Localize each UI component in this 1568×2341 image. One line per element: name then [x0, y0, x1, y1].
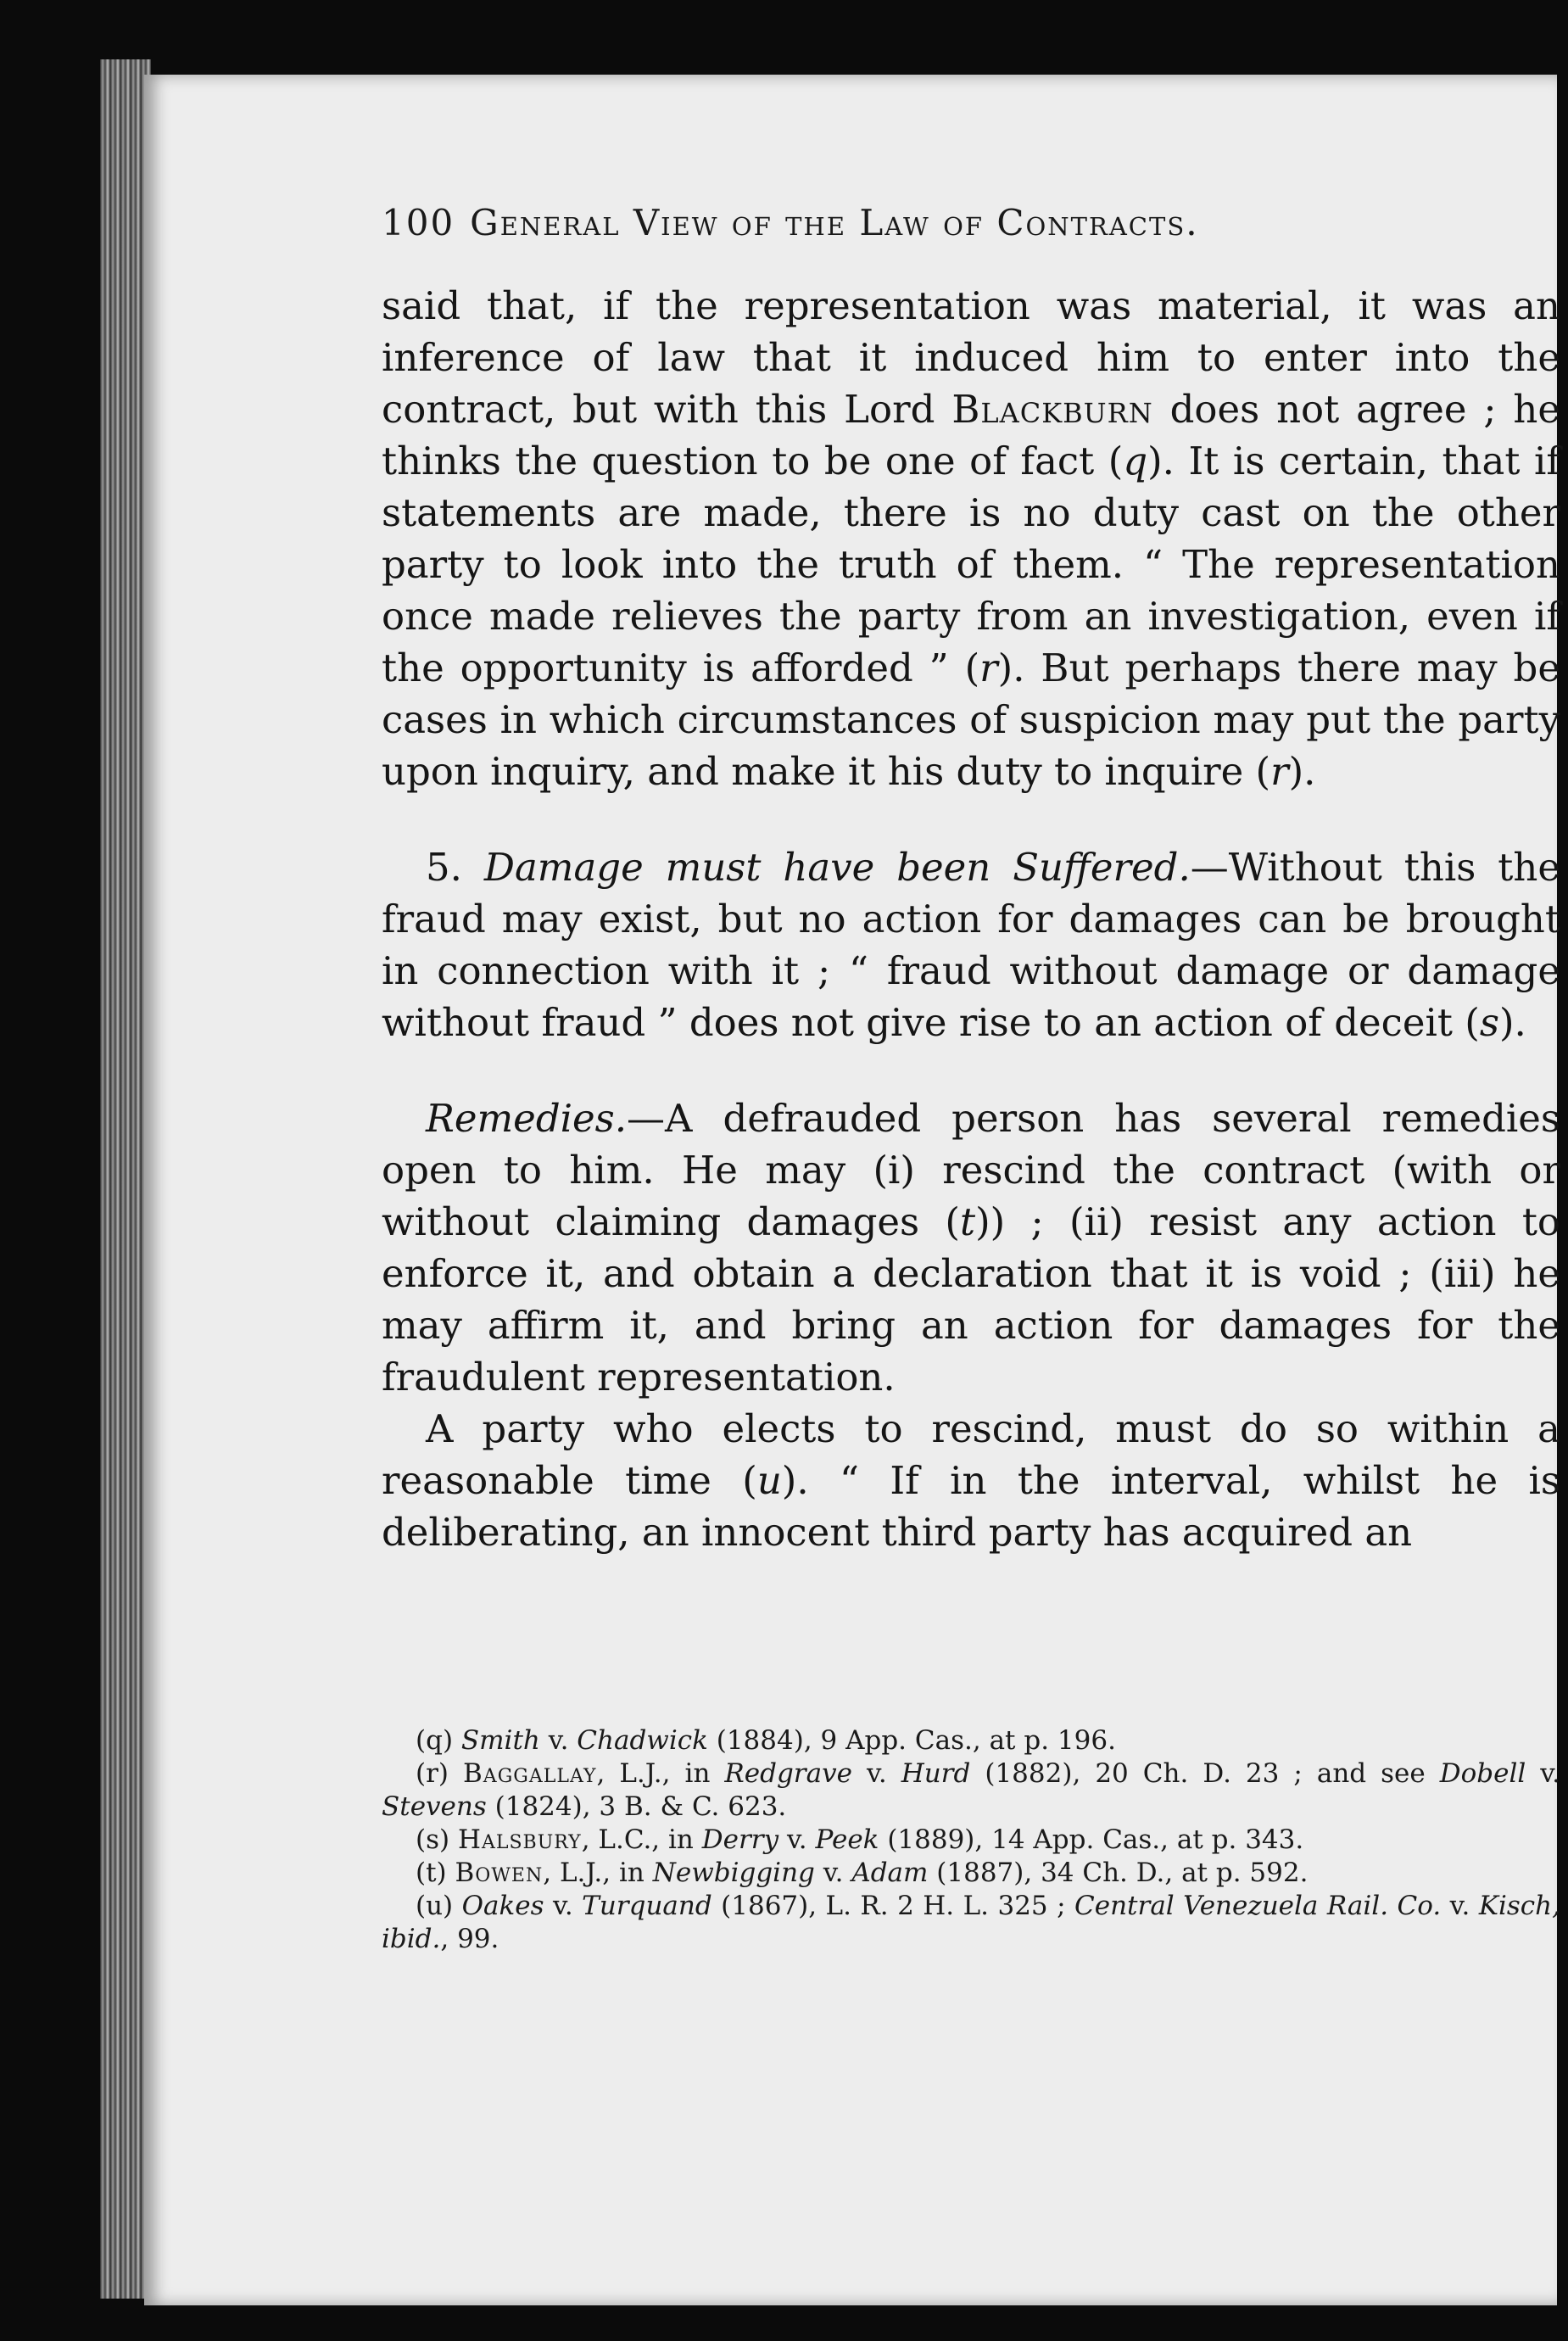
- paragraph-4: A party who elects to rescind, must do so within a reasonable time (u). “ If in the interval, whilst he is deliberating, an innocent third party has acquired an: [382, 1406, 1560, 1555]
- person-name: Blackburn: [951, 387, 1153, 432]
- book-spine: [100, 59, 151, 2299]
- paragraph-2: 5. Damage must have been Suffered.—Without this the fraud may exist, but no action for damages can be brought in connection with it ; “ fraud without damage or damage without fraud ” does not give rise to an action of deceit (s).: [382, 845, 1560, 1045]
- footnote-s: (s) Halsbury, L.C., in Derry v. Peek (1889), 14 App. Cas., at p. 343.: [416, 1824, 1304, 1855]
- footnote-r: (r) Baggallay, L.J., in Redgrave v. Hurd (1882), 20 Ch. D. 23 ; and see Dobell v. Stevens (1824), 3 B. & C. 623.: [382, 1758, 1560, 1822]
- footnote-ref: r: [1270, 749, 1289, 794]
- running-title: General View of the Law of Contracts.: [470, 202, 1199, 243]
- paragraph-1: said that, if the representation was material, it was an inference of law that it induced him to enter into the contract, but with this Lord Blackburn does not agree ; he thinks the question to be one of fact (q). It is certain, that if statements are made, there is no duty cast on the other party to look into the truth of them. “ The representation once made relieves the party from an investigation, even if the opportunity is afforded ” (r). But perhaps there may be cases in which circumstances of suspicion may put the party upon inquiry, and make it his duty to inquire (r).: [382, 283, 1561, 794]
- body-text: [382, 280, 1560, 1558]
- section-heading: Remedies.: [426, 1096, 628, 1141]
- footnote-ref: r: [979, 645, 998, 690]
- footnote-ref: s: [1479, 1000, 1499, 1045]
- book-page: [144, 75, 1561, 2305]
- running-head: [382, 202, 1560, 243]
- section-heading: Damage must have been Suffered.: [483, 845, 1191, 890]
- footnote-ref: u: [756, 1458, 782, 1503]
- paragraph-3: Remedies.—A defrauded person has several remedies open to him. He may (i) rescind the contract (with or without claiming damages (t)) ; (ii) resist any action to enforce it, and obtain a declaration that it is void ; (iii) he may affirm it, and bring an action for damages for the fraudulent representation.: [382, 1096, 1560, 1400]
- footnote-t: (t) Bowen, L.J., in Newbigging v. Adam (1887), 34 Ch. D., at p. 592.: [416, 1858, 1309, 1888]
- footnotes: [382, 1724, 1560, 1956]
- page-number: 100: [382, 202, 455, 243]
- footnote-ref: t: [960, 1199, 976, 1244]
- footnote-ref: q: [1123, 439, 1148, 483]
- footnote-q: (q) Smith v. Chadwick (1884), 9 App. Cas., at p. 196.: [416, 1725, 1116, 1756]
- footnote-u: (u) Oakes v. Turquand (1867), L. R. 2 H. L. 325 ; Central Venezuela Rail. Co. v. Kisch, ibid., 99.: [382, 1891, 1560, 1954]
